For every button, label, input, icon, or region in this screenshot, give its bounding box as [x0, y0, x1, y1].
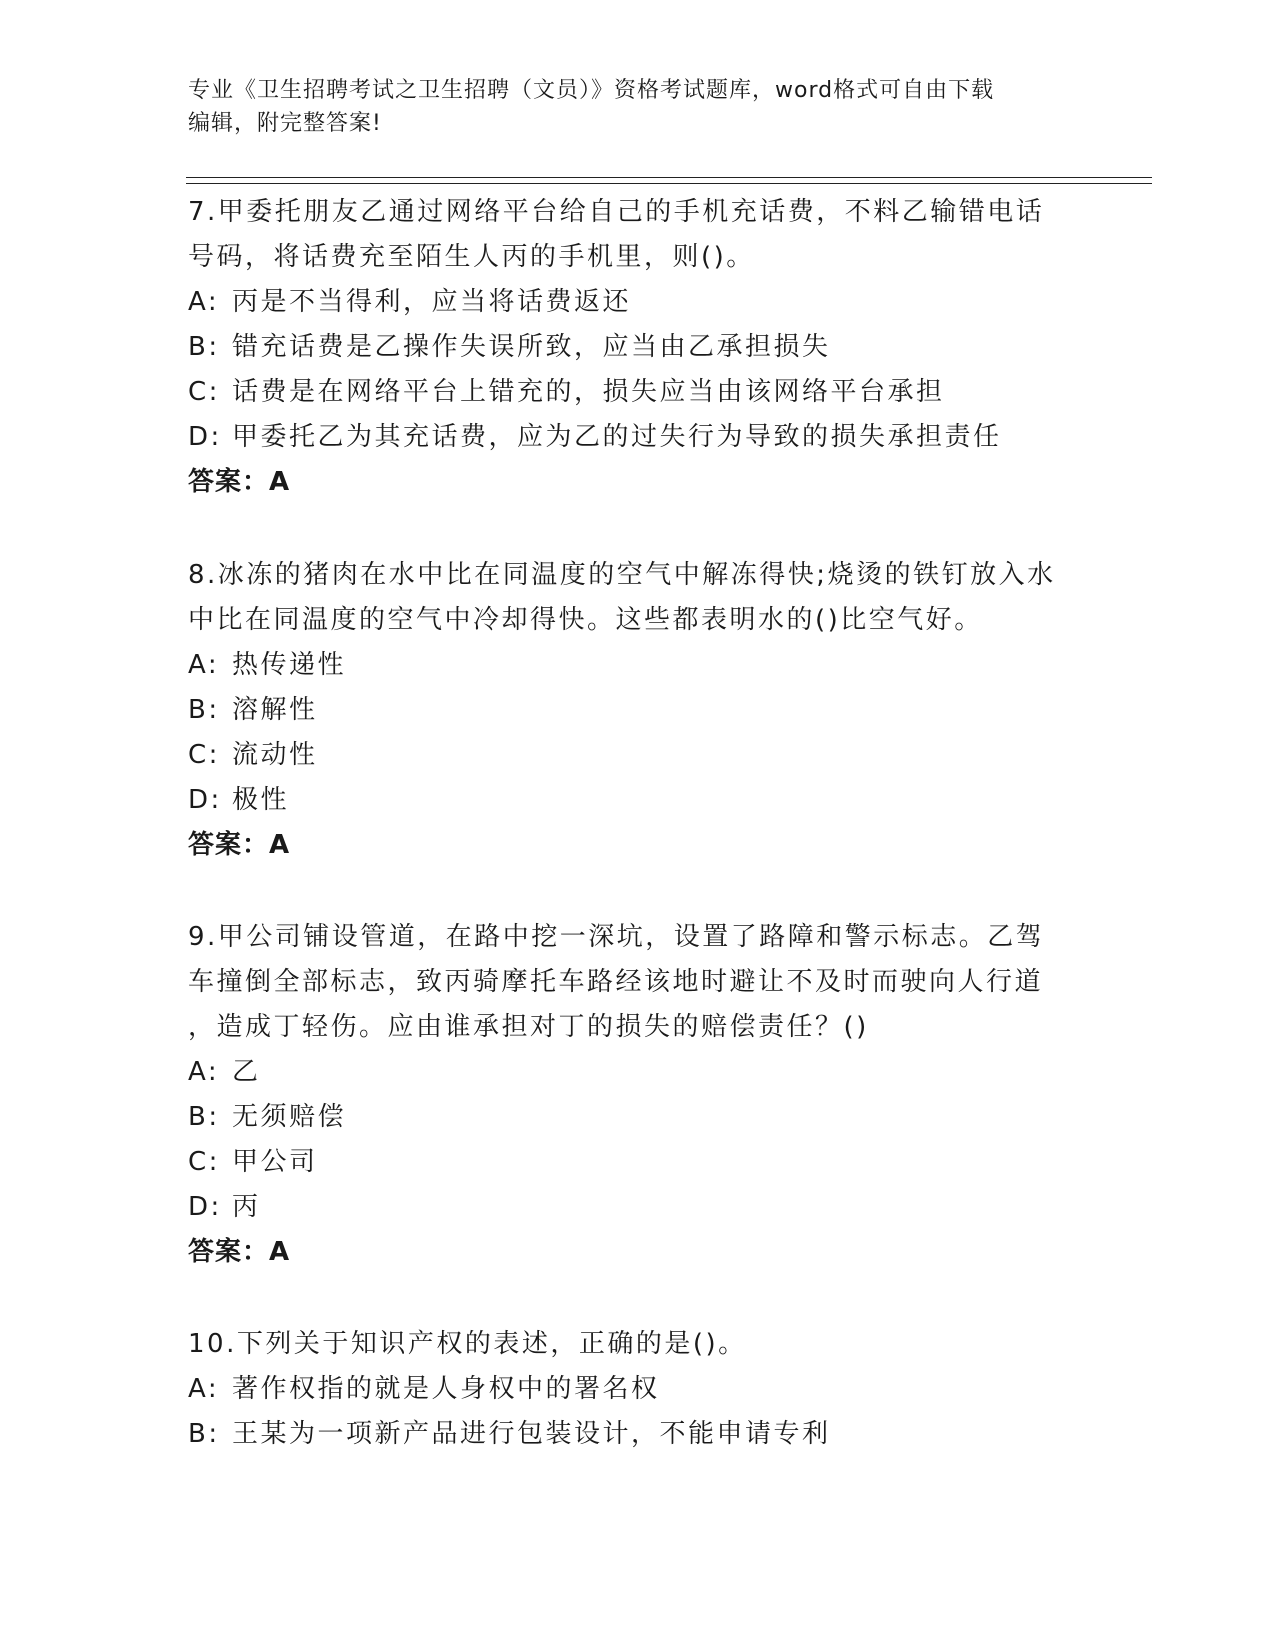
option-text: 乙 [232, 1057, 261, 1087]
option-b [188, 325, 1088, 370]
option-a [188, 280, 1088, 325]
option-key: D: [188, 422, 222, 452]
option-c [188, 1140, 1088, 1185]
question-stem-line: 中比在同温度的空气中冷却得快。这些都表明水的()比空气好。 [188, 605, 983, 635]
option-text: 溶解性 [232, 695, 318, 725]
option-key: C: [188, 377, 220, 407]
option-a [188, 1367, 1088, 1412]
option-key: B: [188, 1419, 220, 1449]
option-c [188, 733, 1088, 778]
option-key: A: [188, 1374, 220, 1404]
option-key: A: [188, 287, 220, 317]
option-a [188, 1050, 1088, 1095]
option-c [188, 370, 1088, 415]
option-text: 错充话费是乙操作失误所致，应当由乙承担损失 [232, 332, 831, 362]
option-text: 热传递性 [232, 650, 347, 680]
question-stem-line: 8.冰冻的猪肉在水中比在同温度的空气中解冻得快;烧烫的铁钉放入水 [188, 560, 1056, 590]
option-key: A: [188, 650, 220, 680]
option-key: D: [188, 785, 222, 815]
document-header [188, 74, 1088, 140]
header-divider-bottom [186, 183, 1152, 184]
option-key: C: [188, 740, 220, 770]
question-8 [188, 553, 1088, 868]
option-text: 著作权指的就是人身权中的署名权 [232, 1374, 660, 1404]
answer-line: 答案：A [188, 830, 291, 860]
question-9 [188, 915, 1088, 1275]
option-a [188, 643, 1088, 688]
question-stem-line: 9.甲公司铺设管道，在路中挖一深坑，设置了路障和警示标志。乙驾 [188, 922, 1045, 952]
option-text: 无须赔偿 [232, 1102, 347, 1132]
answer-line: 答案：A [188, 1237, 291, 1267]
header-line-2: 编辑，附完整答案! [188, 111, 382, 136]
question-stem-line: 车撞倒全部标志，致丙骑摩托车路经该地时避让不及时而驶向人行道 [188, 967, 1044, 997]
question-stem-line: 10.下列关于知识产权的表述，正确的是()。 [188, 1329, 747, 1359]
option-key: C: [188, 1147, 220, 1177]
option-key: B: [188, 332, 220, 362]
option-key: B: [188, 1102, 220, 1132]
answer-line: 答案：A [188, 467, 291, 497]
question-stem-line: 号码，将话费充至陌生人丙的手机里，则()。 [188, 242, 755, 272]
header-line-1: 专业《卫生招聘考试之卫生招聘（文员）》资格考试题库，word格式可自由下载 [188, 78, 995, 103]
option-text: 王某为一项新产品进行包装设计，不能申请专利 [232, 1419, 831, 1449]
option-text: 丙 [232, 1192, 261, 1222]
header-divider-top [186, 177, 1152, 178]
option-text: 甲委托乙为其充话费，应为乙的过失行为导致的损失承担责任 [232, 422, 1002, 452]
option-d [188, 415, 1088, 460]
option-b [188, 1095, 1088, 1140]
question-10 [188, 1322, 1088, 1457]
option-b [188, 1412, 1088, 1457]
option-text: 极性 [232, 785, 290, 815]
option-key: D: [188, 1192, 222, 1222]
option-key: A: [188, 1057, 220, 1087]
option-text: 丙是不当得利，应当将话费返还 [232, 287, 632, 317]
option-d [188, 778, 1088, 823]
question-7 [188, 190, 1088, 505]
option-b [188, 688, 1088, 733]
question-stem-line: 7.甲委托朋友乙通过网络平台给自己的手机充话费，不料乙输错电话 [188, 197, 1045, 227]
option-text: 甲公司 [232, 1147, 318, 1177]
option-text: 流动性 [232, 740, 318, 770]
option-key: B: [188, 695, 220, 725]
question-stem-line: ，造成丁轻伤。应由谁承担对丁的损失的赔偿责任？() [188, 1012, 869, 1042]
option-text: 话费是在网络平台上错充的，损失应当由该网络平台承担 [232, 377, 945, 407]
option-d [188, 1185, 1088, 1230]
